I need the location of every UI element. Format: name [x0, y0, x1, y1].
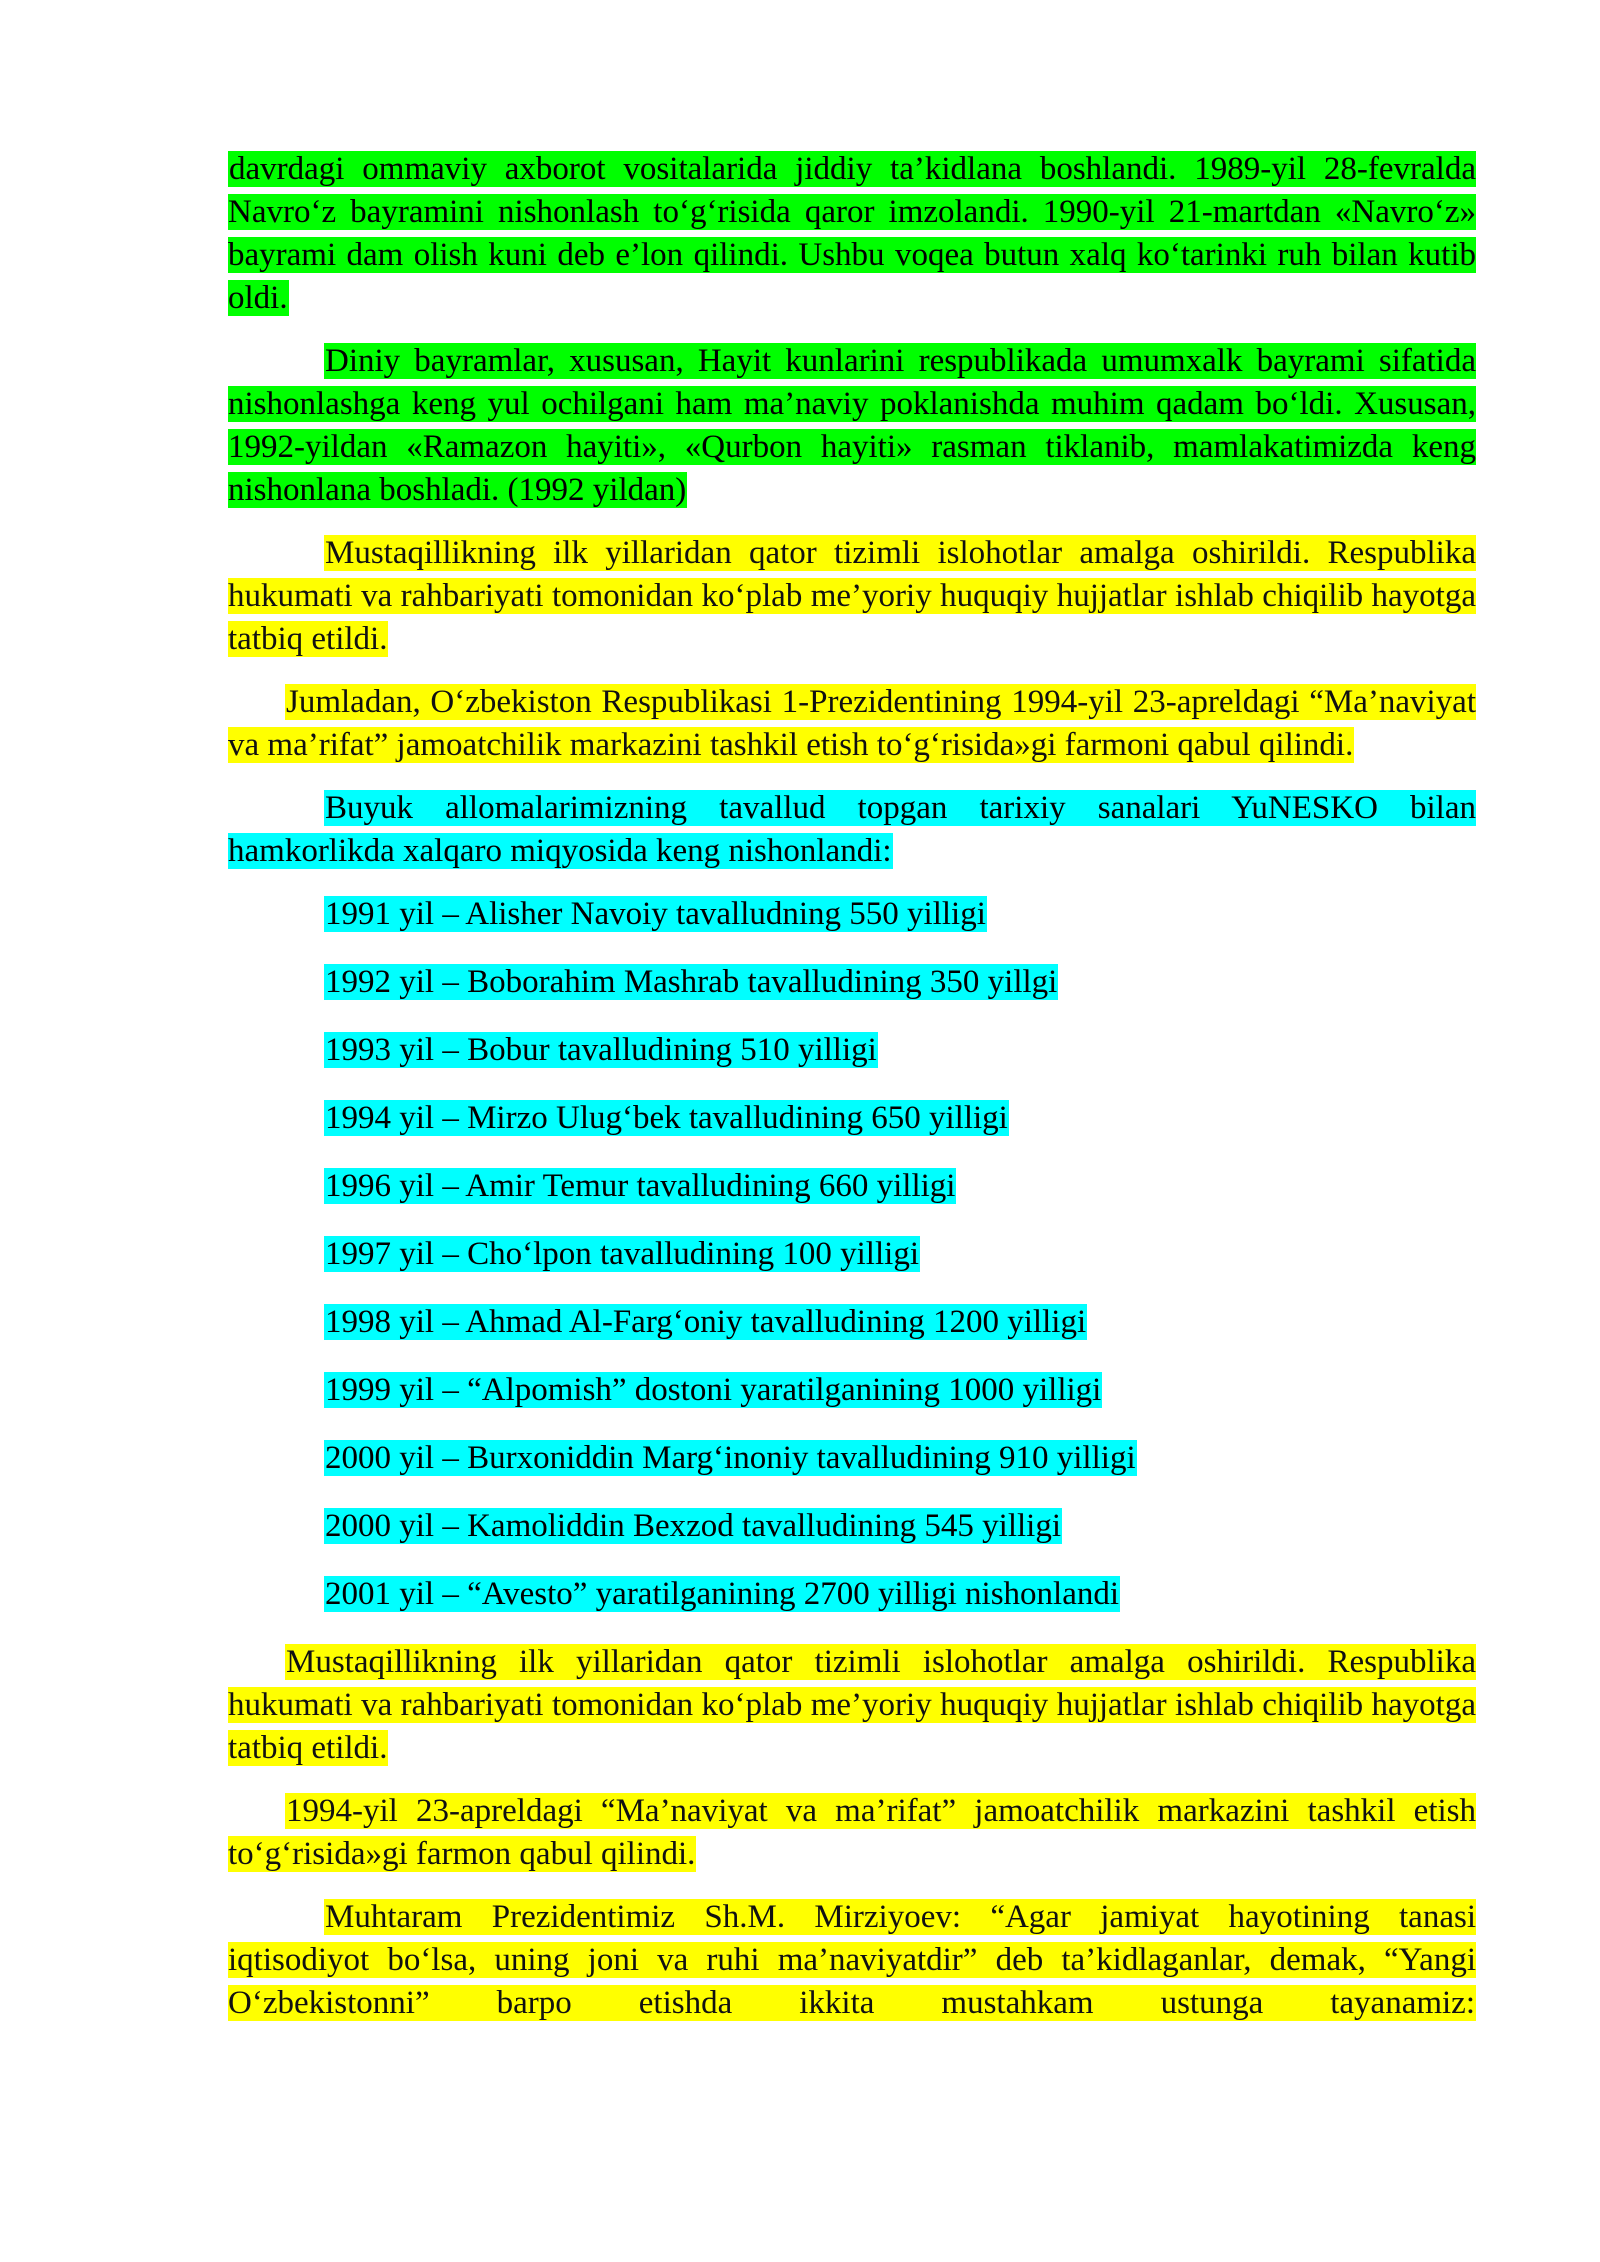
- cyan-highlight-text: 1999 yil – “Alpomish” dostoni yaratilganining 1000 yilligi: [325, 1372, 1102, 1408]
- yellow-highlight-text: Mustaqillikning ilk yillaridan qator tizimli islohotlar amalga oshirildi. Respublika hukumati va rahbariyati tomonidan ko‘plab me’yoriy huquqiy hujjatlar ishlab chiqilib hayotga tatbiq etildi.: [228, 535, 1476, 657]
- list-item: [324, 893, 1476, 936]
- document-page: [228, 148, 1476, 2045]
- list-item: [324, 1505, 1476, 1548]
- list-item: [324, 1437, 1476, 1480]
- yellow-highlight-text: Mustaqillikning ilk yillaridan qator tizimli islohotlar amalga oshirildi. Respublika hukumati va rahbariyati tomonidan ko‘plab me’yoriy huquqiy hujjatlar ishlab chiqilib hayotga tatbiq etildi.: [228, 1644, 1476, 1766]
- list-item: [324, 1165, 1476, 1208]
- list-item: [324, 1369, 1476, 1412]
- cyan-highlight-text: Buyuk allomalarimizning tavallud topgan tarixiy sanalari YuNESKO bilan hamkorlikda xalqaro miqyosida keng nishonlandi:: [228, 790, 1476, 869]
- cyan-highlight-text: 1991 yil – Alisher Navoiy tavalludning 550 yilligi: [325, 896, 986, 932]
- cyan-highlight-text: 2001 yil – “Avesto” yaratilganining 2700 yilligi nishonlandi: [325, 1576, 1120, 1612]
- yellow-highlight-text: Jumladan, O‘zbekiston Respublikasi 1-Prezidentining 1994-yil 23-apreldagi “Ma’naviyat va ma’rifat” jamoatchilik markazini tashkil etish to‘g‘risida»gi farmoni qabul qilindi.: [228, 684, 1476, 763]
- cyan-highlight-text: 2000 yil – Burxoniddin Marg‘inoniy tavalludining 910 yilligi: [325, 1440, 1136, 1476]
- cyan-highlight-text: 1992 yil – Boborahim Mashrab tavalludining 350 yillgi: [325, 964, 1058, 1000]
- list-item: [324, 961, 1476, 1004]
- paragraph-decree-repeat: [228, 1790, 1476, 1876]
- paragraph-reforms: [228, 532, 1476, 661]
- paragraph-unesco: [228, 787, 1476, 873]
- anniversary-list: [228, 893, 1476, 1616]
- cyan-highlight-text: 2000 yil – Kamoliddin Bexzod tavalludining 545 yilligi: [325, 1508, 1062, 1544]
- list-item: [324, 1097, 1476, 1140]
- list-item: [324, 1029, 1476, 1072]
- paragraph-decree: [228, 681, 1476, 767]
- green-highlight-text: davrdagi ommaviy axborot vositalarida jiddiy ta’kidlana boshlandi. 1989-yil 28-fevralda Navro‘z bayramini nishonlash to‘g‘risida qaror imzolandi. 1990-yil 21-martdan «Navro‘z» bayrami dam olish kuni deb e’lon qilindi. Ushbu voqea butun xalq ko‘tarinki ruh bilan kutib oldi.: [228, 151, 1476, 316]
- cyan-highlight-text: 1996 yil – Amir Temur tavalludining 660 yilligi: [325, 1168, 956, 1204]
- cyan-highlight-text: 1994 yil – Mirzo Ulug‘bek tavalludining 650 yilligi: [325, 1100, 1008, 1136]
- list-item: [324, 1573, 1476, 1616]
- list-item: [324, 1233, 1476, 1276]
- yellow-highlight-text: Muhtaram Prezidentimiz Sh.M. Mirziyoev: “Agar jamiyat hayotining tanasi iqtisodiyot bo‘lsa, uning joni va ruhi ma’naviyatdir” deb ta’kidlaganlar, demak, “Yangi O‘zbekistonni” barpo etishda ikkita mustahkam ustunga tayanamiz:: [228, 1899, 1476, 2021]
- paragraph-navruz: [228, 148, 1476, 320]
- cyan-highlight-text: 1998 yil – Ahmad Al-Farg‘oniy tavalludining 1200 yilligi: [325, 1304, 1087, 1340]
- paragraph-religious-holidays: [228, 340, 1476, 512]
- cyan-highlight-text: 1997 yil – Cho‘lpon tavalludining 100 yilligi: [325, 1236, 919, 1272]
- green-highlight-text: Diniy bayramlar, xususan, Hayit kunlarini respublikada umumxalk bayrami sifatida nishonlashga keng yul ochilgani ham ma’naviy poklanishda muhim qadam bo‘ldi. Xususan, 1992-yildan «Ramazon hayiti», «Qurbon hayiti» rasman tiklanib, mamlakatimizda keng nishonlana boshladi. (1992 yildan): [228, 343, 1476, 508]
- cyan-highlight-text: 1993 yil – Bobur tavalludining 510 yilligi: [325, 1032, 877, 1068]
- yellow-highlight-text: 1994-yil 23-apreldagi “Ma’naviyat va ma’rifat” jamoatchilik markazini tashkil etish to‘g‘risida»gi farmon qabul qilindi.: [228, 1793, 1476, 1872]
- list-item: [324, 1301, 1476, 1344]
- paragraph-reforms-repeat: [228, 1641, 1476, 1770]
- paragraph-president-quote: [228, 1896, 1476, 2025]
